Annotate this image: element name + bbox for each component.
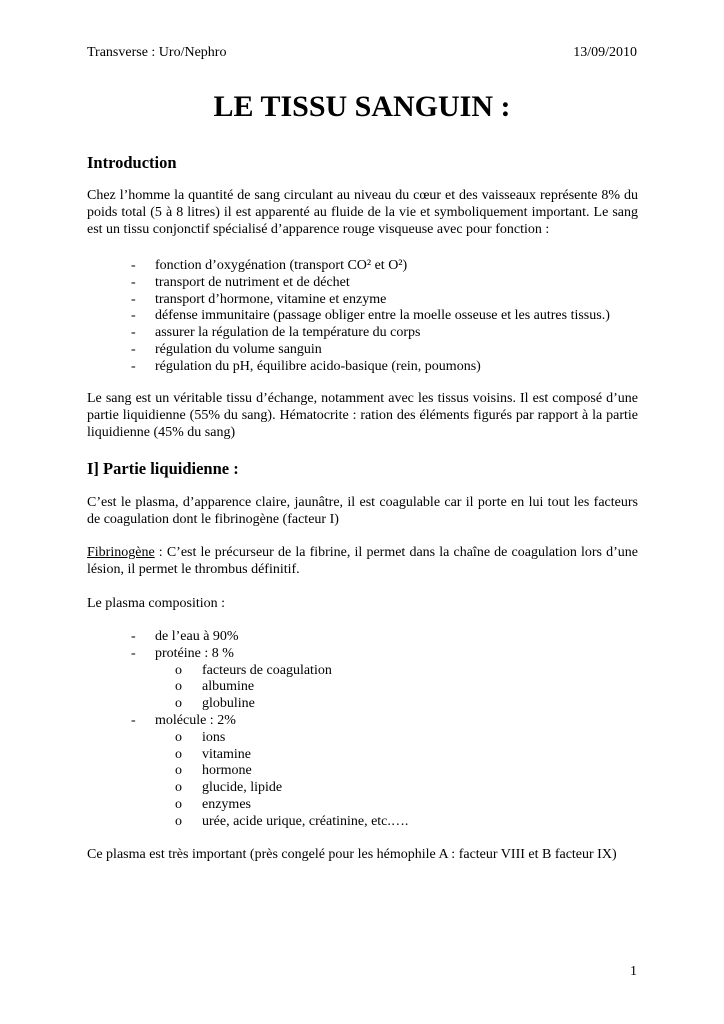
sub-list-item: o urée, acide urique, créatinine, etc.…. — [175, 813, 409, 829]
list-item: - fonction d’oxygénation (transport CO² et O²) — [131, 258, 408, 273]
sub-list-item: o albumine — [175, 679, 255, 695]
bullet-circle: o — [175, 662, 182, 678]
sub-list-item: o facteurs de coagulation — [175, 662, 332, 678]
bullet-circle: o — [175, 763, 182, 779]
list-item: - transport de nutriment et de déchet — [131, 274, 350, 290]
page-title: LE TISSU SANGUIN : — [213, 90, 511, 123]
bullet-circle: o — [175, 696, 182, 712]
sub-list-item: o hormone — [175, 763, 252, 779]
plasma-importance-paragraph: Ce plasma est très important (près congelé pour les hémophile A : facteur VIII et B facteur IX) — [87, 847, 617, 862]
bullet-dash: - — [131, 358, 136, 374]
list-item: - défense immunitaire (passage obliger entre la moelle osseuse et les autres tissus.) — [131, 308, 610, 324]
sub-list-item: o glucide, lipide — [175, 780, 283, 796]
composition-list — [87, 629, 408, 831]
list-item: - régulation du pH, équilibre acido-basique (rein, poumons) — [131, 358, 481, 374]
header-course: Transverse : Uro/Nephro — [87, 45, 227, 60]
bullet-dash: - — [131, 629, 136, 644]
plasma-composition-intro: Le plasma composition : — [87, 596, 226, 611]
heading-partie-liquidienne: I] Partie liquidienne : — [87, 459, 239, 478]
bullet-circle: o — [175, 746, 182, 762]
bullet-dash: - — [131, 291, 136, 307]
bullet-dash: - — [131, 645, 136, 661]
bullet-circle: o — [175, 796, 182, 812]
bullet-dash: - — [131, 341, 136, 357]
plasma-paragraph: C’est le plasma, d’apparence claire, jaunâtre, il est coagulable car il porte en lui tout les facteurs de coagulation dont le fibrinogène (facteur I) — [87, 495, 638, 527]
bullet-dash: - — [131, 308, 136, 324]
fibrinogene-paragraph — [87, 545, 638, 579]
sub-list-item: o vitamine — [175, 746, 251, 762]
page-number: 1 — [630, 964, 637, 979]
bullet-circle: o — [175, 780, 182, 796]
sub-list-item: o globuline — [175, 696, 255, 712]
bullet-circle: o — [175, 729, 182, 745]
sub-list-item: o enzymes — [175, 796, 251, 812]
bullet-dash: - — [131, 712, 136, 728]
list-item: - molécule : 2% — [131, 712, 236, 728]
bullet-dash: - — [131, 325, 136, 341]
list-item: - protéine : 8 % — [131, 645, 234, 661]
function-list — [87, 258, 610, 376]
list-item: - assurer la régulation de la température du corps — [131, 325, 421, 341]
sub-list-item: o ions — [175, 729, 226, 745]
fibrinogene-term: Fibrinogène — [87, 545, 155, 560]
bullet-dash: - — [131, 258, 136, 273]
intro-paragraph-2: Le sang est un véritable tissu d’échange, notamment avec les tissus voisins. Il est composé d’une partie liquidienne (55% du sang). Hématocrite : ration des éléments figurés par rapport à la partie liquidienne (45% du sang) — [87, 391, 638, 440]
header-date: 13/09/2010 — [573, 45, 637, 60]
fibrinogene-definition: : C’est le précurseur de la fibrine, il permet dans la chaîne de coagulation lors d’une lésion, il permet le thrombus définitif. — [87, 545, 638, 577]
bullet-circle: o — [175, 679, 182, 695]
list-item: - régulation du volume sanguin — [131, 341, 322, 357]
bullet-circle: o — [175, 813, 182, 829]
list-item: - de l’eau à 90% — [131, 629, 239, 644]
heading-introduction: Introduction — [87, 153, 177, 172]
bullet-dash: - — [131, 274, 136, 290]
list-item: - transport d’hormone, vitamine et enzyme — [131, 291, 387, 307]
intro-paragraph-1: Chez l’homme la quantité de sang circulant au niveau du cœur et des vaisseaux représente 8% du poids total (5 à 8 litres) il est apparenté au fluide de la vie et symboliquement important. Le sang est un tissu conjonctif spécialisé d’apparence rouge visqueuse avec pour fonction : — [87, 188, 638, 237]
